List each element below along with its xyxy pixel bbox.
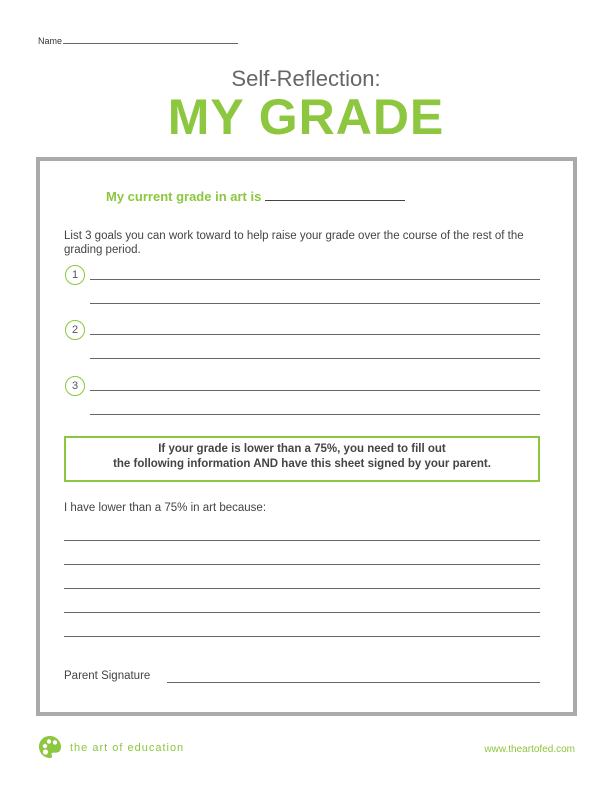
warning-line-2: the following information AND have this sheet signed by your parent. <box>113 458 491 470</box>
goal-1-line-2[interactable] <box>90 303 540 304</box>
page-subtitle: Self-Reflection: <box>231 66 381 91</box>
reason-line-5[interactable] <box>64 636 540 637</box>
goal-2-line-1[interactable] <box>90 334 540 335</box>
goal-3-line-1[interactable] <box>90 390 540 391</box>
goals-prompt: List 3 goals you can work toward to help raise your grade over the course of the rest of the grading period. <box>64 230 524 256</box>
goal-number-2-icon: 2 <box>65 320 85 340</box>
name-field[interactable] <box>38 36 238 46</box>
page-title: MY GRADE <box>167 89 445 145</box>
goal-2-line-2[interactable] <box>90 358 540 359</box>
reason-line-1[interactable] <box>64 540 540 541</box>
current-grade-field[interactable] <box>106 189 405 204</box>
goal-number-3-icon: 3 <box>65 376 85 396</box>
reason-label: I have lower than a 75% in art because: <box>64 502 267 514</box>
parent-signature-line[interactable] <box>167 682 540 683</box>
warning-line-1: If your grade is lower than a 75%, you need to fill out <box>158 443 446 455</box>
goal-3-line-2[interactable] <box>90 414 540 415</box>
reason-line-2[interactable] <box>64 564 540 565</box>
brand-name: the art of education <box>70 742 185 754</box>
name-label: Name <box>38 36 63 46</box>
parent-signature-label: Parent Signature <box>64 670 151 682</box>
goal-1-line-1[interactable] <box>90 279 540 280</box>
palette-logo-icon <box>37 734 63 760</box>
footer-url[interactable]: www.theartofed.com <box>484 744 575 755</box>
warning-box <box>64 436 540 482</box>
goal-number-1-icon: 1 <box>65 265 85 285</box>
reason-line-4[interactable] <box>64 612 540 613</box>
current-grade-blank[interactable] <box>265 200 405 201</box>
current-grade-label: My current grade in art is <box>106 189 262 204</box>
name-blank-line[interactable] <box>63 43 238 44</box>
reason-line-3[interactable] <box>64 588 540 589</box>
